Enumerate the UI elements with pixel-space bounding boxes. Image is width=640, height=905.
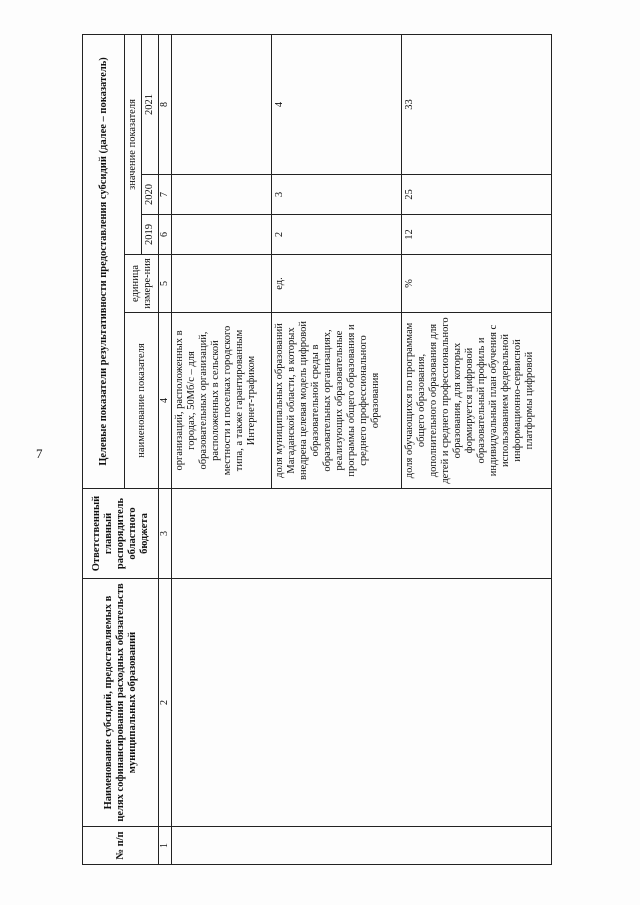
- indicator-cell: доля обучающихся по программам общего образования, дополнительного образования для детей и среднего профессионального образования, для которых формируется цифровой образовательный профиль и индивидуальный план обучения с использованием федеральной информационно-сервисной платформы цифровой: [402, 313, 552, 489]
- value-2020-cell: 25: [402, 175, 552, 215]
- header-subsidy-name: Наименование субсидий, предоставляемых в целях софинансирования расходных обязательств муниципальных образований: [83, 579, 159, 827]
- value-2020-cell: [172, 175, 272, 215]
- header-values-group: значение показателя: [125, 34, 142, 254]
- column-numbers-row: [159, 34, 172, 864]
- row-number-cell: [172, 827, 552, 865]
- column-number: 2: [159, 579, 172, 827]
- table-row: [172, 34, 272, 864]
- column-number: 7: [159, 175, 172, 215]
- column-number: 8: [159, 34, 172, 174]
- column-number: 1: [159, 827, 172, 865]
- value-2019-cell: 2: [272, 215, 402, 255]
- unit-cell: ед.: [272, 255, 402, 313]
- header-year-2021: 2021: [142, 34, 159, 174]
- value-2019-cell: [172, 215, 272, 255]
- value-2020-cell: 3: [272, 175, 402, 215]
- value-2021-cell: 33: [402, 34, 552, 174]
- indicator-cell: доля муниципальных образований Магаданской области, в которых внедрена целевая модель цифровой образовательной среды в образовательных организациях, реализующих образовательные программы общего образования и среднего профессионального образования: [272, 313, 402, 489]
- value-2019-cell: 12: [402, 215, 552, 255]
- header-distributor: Ответственный главный распорядитель областного бюджета: [83, 489, 159, 579]
- header-number: № п/п: [83, 827, 159, 865]
- rotated-table-sheet: [82, 35, 547, 865]
- header-year-2020: 2020: [142, 175, 159, 215]
- header-unit: единица измере-ния: [125, 255, 159, 313]
- value-2021-cell: [172, 34, 272, 174]
- column-number: 3: [159, 489, 172, 579]
- unit-cell: [172, 255, 272, 313]
- subsidy-indicators-table: [82, 34, 552, 865]
- value-2021-cell: 4: [272, 34, 402, 174]
- subsidy-name-cell: [172, 579, 552, 827]
- distributor-cell: [172, 489, 552, 579]
- column-number: 5: [159, 255, 172, 313]
- header-indicator-name: наименование показателя: [125, 313, 159, 489]
- unit-cell: %: [402, 255, 552, 313]
- column-number: 6: [159, 215, 172, 255]
- header-year-2019: 2019: [142, 215, 159, 255]
- column-number: 4: [159, 313, 172, 489]
- header-indicators-group: Целевые показатели результативности предоставления субсидий (далее – показатель): [83, 34, 125, 488]
- indicator-cell: организаций, расположенных в городах, 50Мб/с – для образовательных организаций, расположенных в сельской местности и поселках городского типа, а также гарантированным Интернет-трафиком: [172, 313, 272, 489]
- page-number: 7: [36, 446, 43, 461]
